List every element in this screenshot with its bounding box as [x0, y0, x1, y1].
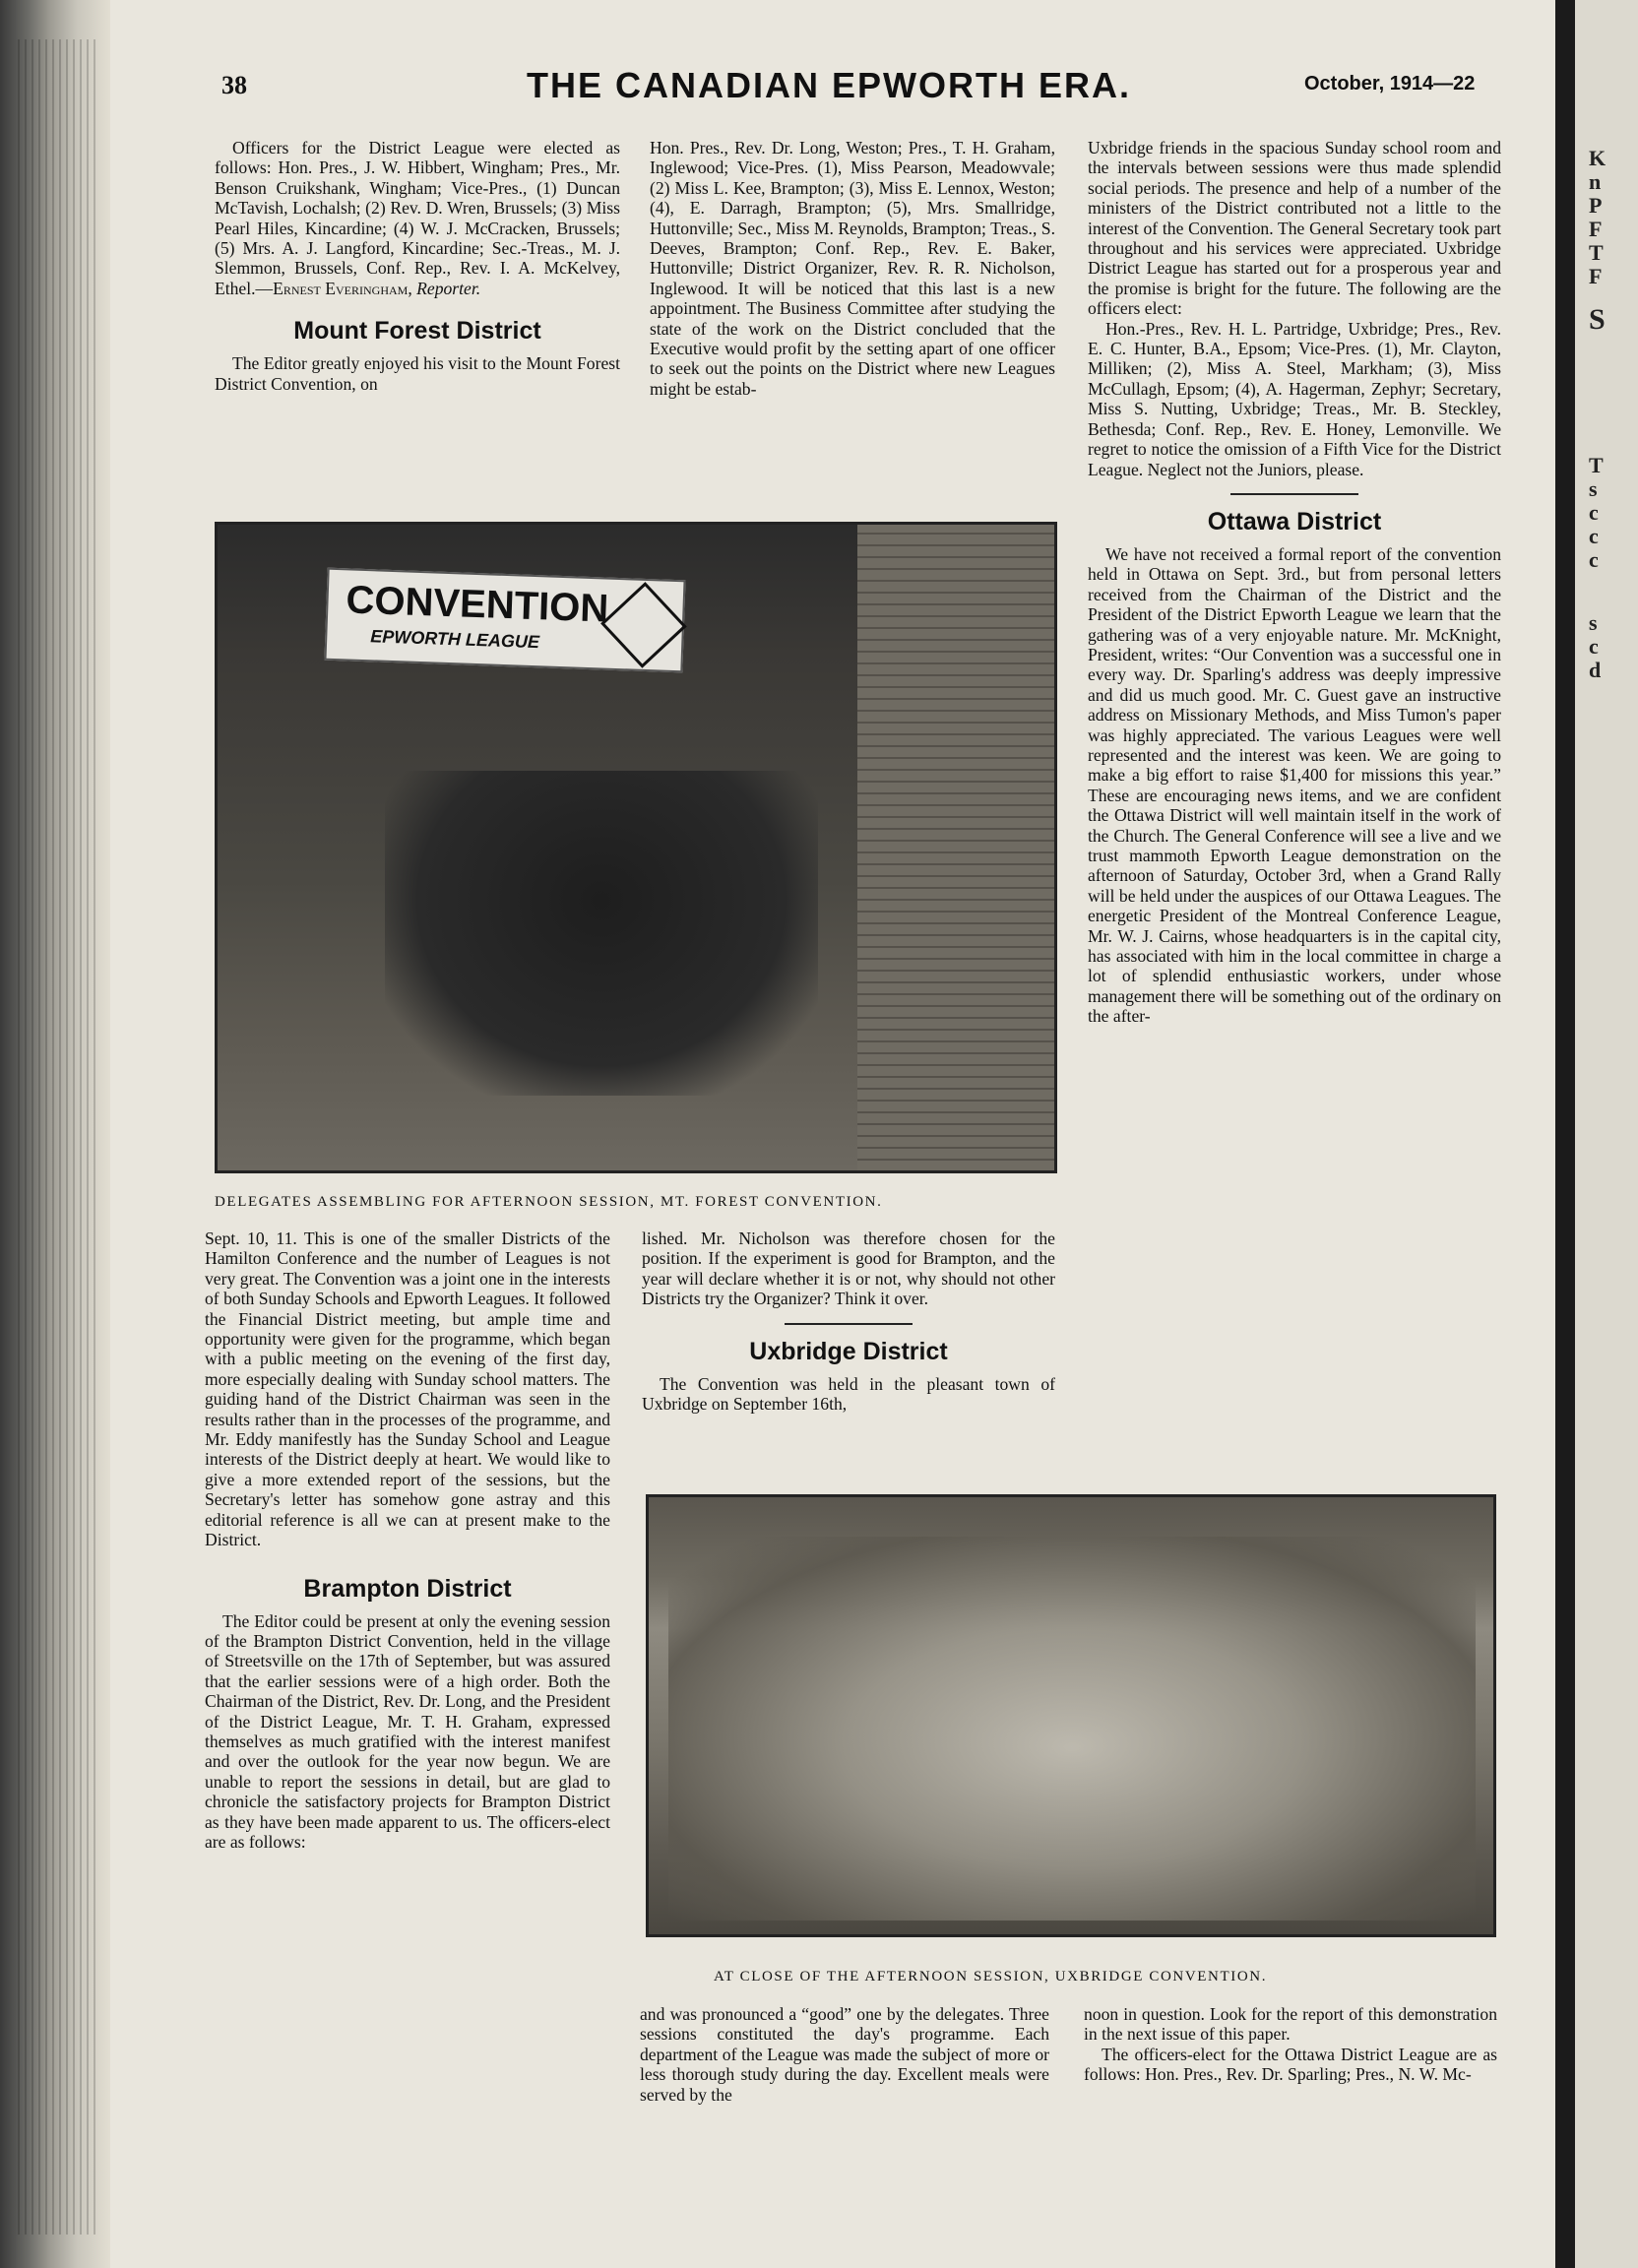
column-3-bottom [1084, 2004, 1497, 2085]
issue-date: October, 1914—22 [1304, 73, 1476, 94]
section-heading-mount-forest: Mount Forest District [293, 317, 541, 346]
next-page-fragment: s [1589, 476, 1598, 501]
next-page-edge [1575, 0, 1638, 2268]
banner-subtext: EPWORTH LEAGUE [370, 626, 540, 653]
next-page-fragment: c [1589, 547, 1599, 572]
page-edges [18, 39, 96, 2235]
photo-caption-uxbridge: AT CLOSE OF THE AFTERNOON SESSION, UXBRIDGE CONVENTION. [714, 1969, 1268, 1984]
paragraph: Sept. 10, 11. This is one of the smaller Districts of the Hamilton Conference and the number of Leagues is not very great. The Convention was a joint one in the interests of both Sunday Schools and Epworth Leagues. It followed the Financial District meeting, but ample time and opportunity were given for the programme, which began with a public meeting on the evening of the first day, more especially dealing with Sunday school matters. The guiding hand of the District Chairman was seen in the results rather than in the processes of the programme, and Mr. Eddy manifestly has the Sunday School and League interests of the District deeply at heart. We would like to give a more extended report of the sessions, but the Secretary's letter has somehow gone astray and this editorial reference is all we can at present make to the District. [205, 1228, 610, 1550]
page-header [221, 65, 1501, 114]
next-page-fragment: P [1589, 193, 1603, 218]
group-of-delegates [668, 1537, 1476, 1921]
next-page-fragment: T [1589, 240, 1604, 265]
photo-uxbridge-convention [646, 1494, 1496, 1937]
column-2-mid [642, 1228, 1055, 1414]
column-2-bottom [640, 2004, 1049, 2105]
paragraph: noon in question. Look for the report of this demonstration in the next issue of this paper. [1084, 2004, 1497, 2045]
paragraph: We have not received a formal report of the convention held in Ottawa on Sept. 3rd., but from personal letters received from the Chairman of the District and the President of the District Epworth League we learn that the gathering was of a very enjoyable nature. Mr. McKnight, President, writes: “Our Convention was a successful one in every way. Dr. Sparling's address was deeply impressive and did us much good. Mr. C. Guest gave an instructive address on Missionary Methods, and Miss Tumon's paper was highly appreciated. The various Leagues were well represented and the interest was keen. We are going to make a big effort to raise $1,400 for missions this year.” These are encouraging news items, and we are confident the Ottawa District will well maintain itself in the work of the Church. The General Conference will see a live and we trust mammoth Epworth League demonstration on the afternoon of Saturday, October 3rd, when a Grand Rally will be held under the auspices of our Ottawa Leagues. The energetic President of the Montreal Conference League, Mr. W. J. Cairns, whose headquarters is in the capital city, has associated with him in the local committee in charge a lot of splendid enthusiastic workers, under whose management there will be something out of the ordinary on the after- [1088, 543, 1501, 1027]
paragraph [215, 138, 620, 298]
page-number: 38 [221, 71, 247, 99]
next-page-fragment: S [1589, 303, 1606, 336]
column-3-top [1088, 138, 1501, 1027]
paragraph: lished. Mr. Nicholson was therefore chosen for the position. If the experiment is good for Brampton, and the year will declare whether it is or not, why should not other Districts try the Organizer? Think it over. [642, 1228, 1055, 1309]
book-binding [0, 0, 110, 2268]
banner-text: CONVENTION [345, 578, 609, 631]
reporter-name: Ernest Everingham, [273, 278, 412, 298]
reporter-title: Reporter. [416, 278, 481, 298]
next-page-fragment: c [1589, 500, 1599, 525]
section-heading-uxbridge: Uxbridge District [749, 1337, 948, 1365]
paragraph: The officers-elect for the Ottawa District League are as follows: Hon. Pres., Rev. Dr. Sparling; Pres., N. W. Mc- [1084, 2044, 1497, 2085]
section-heading-ottawa: Ottawa District [1207, 507, 1382, 536]
brick-wall [857, 525, 1054, 1170]
next-page-fragment: c [1589, 634, 1599, 659]
column-2-top [650, 138, 1055, 399]
next-page-fragment: F [1589, 217, 1603, 241]
paragraph: Uxbridge friends in the spacious Sunday school room and the intervals between sessions were thus made splendid social periods. The presence and help of a number of the ministers of the District contributed not a little to the interest of the Convention. The General Secretary took part throughout and his services were appreciated. Uxbridge District League has started out for a prosperous year and the promise is bright for the future. The following are the officers elect: [1088, 138, 1501, 319]
paragraph: and was pronounced a “good” one by the delegates. Three sessions constituted the day's programme. Each department of the League was made the subject of more or less thorough study during the day. Excellent meals were served by the [640, 2004, 1049, 2105]
next-page-fragment: d [1589, 658, 1602, 682]
photo-caption-mount-forest: DELEGATES ASSEMBLING FOR AFTERNOON SESSION, MT. FOREST CONVENTION. [215, 1194, 883, 1210]
paragraph: Hon. Pres., Rev. Dr. Long, Weston; Pres., T. H. Graham, Inglewood; Vice-Pres. (1), Miss Pearson, Meadowvale; (2) Miss L. Kee, Brampton; (3), Miss E. Lennox, Weston; (4), E. Darragh, Brampton; (5), Mrs. Smallridge, Huttonville; Sec., Miss M. Reynolds, Brampton; Treas., S. Deeves, Brampton; Conf. Rep., Rev. E. Baker, Huttonville; District Organizer, Rev. R. R. Nicholson, Inglewood. It will be noticed that this last is a new appointment. The Business Committee after studying the state of the work on the District concluded that the Executive would profit by the setting apart of one officer to seek out the points on the District where new Leagues might be estab- [650, 138, 1055, 399]
column-1-mid [205, 1228, 610, 1852]
next-page-fragment: T [1589, 453, 1604, 477]
next-page-fragment: n [1589, 169, 1602, 194]
section-divider [1230, 493, 1358, 495]
section-divider [785, 1323, 913, 1325]
paragraph: The Editor greatly enjoyed his visit to the Mount Forest District Convention, on [215, 353, 620, 394]
crowd-of-delegates [385, 771, 818, 1096]
section-heading-brampton: Brampton District [303, 1574, 512, 1603]
photo-mount-forest-convention [215, 522, 1057, 1173]
next-page-fragment: c [1589, 524, 1599, 548]
epworth-emblem-icon [600, 582, 687, 668]
next-page-fragment: K [1589, 146, 1606, 170]
column-1-top [215, 138, 620, 394]
officers-text: Officers for the District League were elected as follows: Hon. Pres., J. W. Hibbert, Wingham; Pres., Mr. Benson Cruikshank, Wingham; Vice-Pres., (1) Duncan McTavish, Lochalsh; (2) Rev. D. Wren, Brussels; (3) Miss Pearl Hiles, Kincardine; (4) W. J. McCracken, Brussels; (5) Mrs. A. J. Langford, Kincardine; Sec.-Treas., M. J. Slemmon, Brussels, Conf. Rep., Rev. I. A. McKelvey, Ethel.— [215, 138, 620, 298]
page-gutter [1555, 0, 1575, 2268]
convention-banner [324, 568, 685, 673]
paragraph: Hon.-Pres., Rev. H. L. Partridge, Uxbridge; Pres., Rev. E. C. Hunter, B.A., Epsom; Vice-Pres. (1), Mr. Clayton, Milliken; (2), Miss A. Steel, Markham; (3), Miss McCullagh, Epsom; (4), A. Hagerman, Zephyr; Secretary, Miss S. Nutting, Uxbridge; Treas., Mr. B. Steckley, Bethesda; Conf. Rep., Rev. E. Honey, Lemonville. We regret to notice the omission of a Fifth Vice for the District League. Neglect not the Juniors, please. [1088, 318, 1501, 479]
page-title: THE CANADIAN EPWORTH ERA. [527, 65, 1131, 105]
paragraph: The Editor could be present at only the evening session of the Brampton District Convention, held in the village of Streetsville on the 17th of September, but was assured that the earlier sessions were of a high order. Both the Chairman of the District, Rev. Dr. Long, and the President of the District League, Mr. T. H. Graham, expressed themselves as much gratified with the interest manifest and over the outlook for the year now begun. We are unable to report the sessions in detail, but are glad to chronicle the satisfactory projects for Brampton District as they have been made apparent to us. The officers-elect are as follows: [205, 1610, 610, 1852]
next-page-fragment: F [1589, 264, 1603, 288]
next-page-fragment: s [1589, 610, 1598, 635]
paragraph: The Convention was held in the pleasant town of Uxbridge on September 16th, [642, 1373, 1055, 1415]
